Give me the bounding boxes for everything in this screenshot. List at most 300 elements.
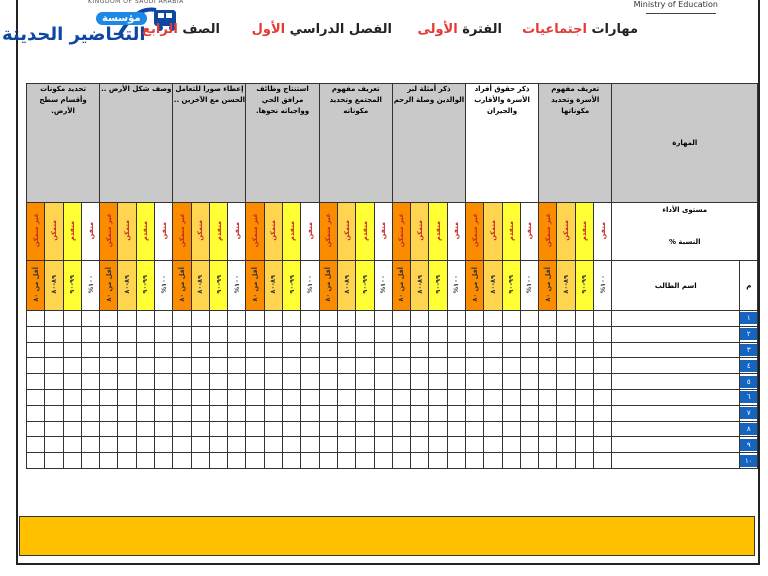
grade-cell[interactable] [301, 453, 319, 469]
grade-cell[interactable] [484, 326, 502, 342]
grade-cell[interactable] [502, 311, 520, 327]
grade-cell[interactable] [593, 342, 611, 358]
grade-cell[interactable] [557, 374, 575, 390]
grade-cell[interactable] [209, 437, 227, 453]
grade-cell[interactable] [392, 311, 410, 327]
grade-cell[interactable] [27, 389, 45, 405]
grade-cell[interactable] [411, 311, 429, 327]
grade-cell[interactable] [374, 342, 392, 358]
grade-cell[interactable] [392, 421, 410, 437]
grade-cell[interactable] [228, 453, 246, 469]
grade-cell[interactable] [301, 389, 319, 405]
grade-cell[interactable] [539, 326, 557, 342]
grade-cell[interactable] [502, 389, 520, 405]
grade-cell[interactable] [429, 374, 447, 390]
grade-cell[interactable] [557, 437, 575, 453]
grade-cell[interactable] [593, 311, 611, 327]
grade-cell[interactable] [246, 437, 264, 453]
grade-cell[interactable] [502, 358, 520, 374]
grade-cell[interactable] [136, 389, 154, 405]
grade-cell[interactable] [466, 326, 484, 342]
grade-cell[interactable] [81, 421, 99, 437]
grade-cell[interactable] [264, 358, 282, 374]
grade-cell[interactable] [81, 453, 99, 469]
grade-cell[interactable] [228, 342, 246, 358]
grade-cell[interactable] [539, 374, 557, 390]
student-name-cell[interactable] [612, 326, 740, 342]
grade-cell[interactable] [301, 405, 319, 421]
grade-cell[interactable] [136, 374, 154, 390]
grade-cell[interactable] [118, 374, 136, 390]
student-name-cell[interactable] [612, 389, 740, 405]
grade-cell[interactable] [283, 437, 301, 453]
grade-cell[interactable] [337, 389, 355, 405]
grade-cell[interactable] [319, 437, 337, 453]
grade-cell[interactable] [283, 405, 301, 421]
grade-cell[interactable] [502, 342, 520, 358]
grade-cell[interactable] [118, 421, 136, 437]
grade-cell[interactable] [411, 342, 429, 358]
grade-cell[interactable] [557, 358, 575, 374]
grade-cell[interactable] [27, 437, 45, 453]
grade-cell[interactable] [356, 374, 374, 390]
grade-cell[interactable] [45, 358, 63, 374]
grade-cell[interactable] [264, 311, 282, 327]
grade-cell[interactable] [337, 421, 355, 437]
grade-cell[interactable] [429, 437, 447, 453]
grade-cell[interactable] [593, 326, 611, 342]
grade-cell[interactable] [392, 453, 410, 469]
grade-cell[interactable] [45, 453, 63, 469]
grade-cell[interactable] [575, 326, 593, 342]
grade-cell[interactable] [283, 326, 301, 342]
grade-cell[interactable] [429, 311, 447, 327]
grade-cell[interactable] [155, 453, 173, 469]
grade-cell[interactable] [466, 421, 484, 437]
grade-cell[interactable] [337, 358, 355, 374]
grade-cell[interactable] [557, 389, 575, 405]
grade-cell[interactable] [63, 342, 81, 358]
grade-cell[interactable] [484, 311, 502, 327]
grade-cell[interactable] [228, 311, 246, 327]
grade-cell[interactable] [447, 421, 465, 437]
grade-cell[interactable] [228, 405, 246, 421]
grade-cell[interactable] [520, 342, 538, 358]
grade-cell[interactable] [466, 358, 484, 374]
grade-cell[interactable] [118, 405, 136, 421]
grade-cell[interactable] [209, 405, 227, 421]
grade-cell[interactable] [45, 437, 63, 453]
grade-cell[interactable] [191, 311, 209, 327]
grade-cell[interactable] [301, 358, 319, 374]
grade-cell[interactable] [283, 389, 301, 405]
grade-cell[interactable] [575, 311, 593, 327]
grade-cell[interactable] [63, 421, 81, 437]
grade-cell[interactable] [356, 405, 374, 421]
grade-cell[interactable] [136, 453, 154, 469]
grade-cell[interactable] [81, 389, 99, 405]
grade-cell[interactable] [100, 405, 118, 421]
grade-cell[interactable] [191, 358, 209, 374]
grade-cell[interactable] [173, 358, 191, 374]
grade-cell[interactable] [593, 389, 611, 405]
grade-cell[interactable] [118, 437, 136, 453]
grade-cell[interactable] [246, 389, 264, 405]
grade-cell[interactable] [209, 358, 227, 374]
grade-cell[interactable] [283, 311, 301, 327]
grade-cell[interactable] [81, 437, 99, 453]
grade-cell[interactable] [100, 421, 118, 437]
grade-cell[interactable] [502, 453, 520, 469]
grade-cell[interactable] [466, 405, 484, 421]
student-name-cell[interactable] [612, 358, 740, 374]
grade-cell[interactable] [246, 374, 264, 390]
student-name-cell[interactable] [612, 437, 740, 453]
grade-cell[interactable] [155, 311, 173, 327]
grade-cell[interactable] [264, 437, 282, 453]
grade-cell[interactable] [100, 374, 118, 390]
grade-cell[interactable] [374, 374, 392, 390]
grade-cell[interactable] [191, 453, 209, 469]
grade-cell[interactable] [283, 358, 301, 374]
grade-cell[interactable] [173, 437, 191, 453]
grade-cell[interactable] [209, 453, 227, 469]
grade-cell[interactable] [118, 342, 136, 358]
grade-cell[interactable] [557, 453, 575, 469]
grade-cell[interactable] [593, 405, 611, 421]
grade-cell[interactable] [593, 437, 611, 453]
grade-cell[interactable] [411, 405, 429, 421]
grade-cell[interactable] [593, 421, 611, 437]
grade-cell[interactable] [191, 389, 209, 405]
grade-cell[interactable] [466, 342, 484, 358]
student-name-cell[interactable] [612, 421, 740, 437]
grade-cell[interactable] [283, 342, 301, 358]
grade-cell[interactable] [356, 358, 374, 374]
grade-cell[interactable] [356, 311, 374, 327]
student-name-cell[interactable] [612, 342, 740, 358]
grade-cell[interactable] [246, 453, 264, 469]
grade-cell[interactable] [539, 437, 557, 453]
grade-cell[interactable] [63, 374, 81, 390]
grade-cell[interactable] [81, 326, 99, 342]
grade-cell[interactable] [337, 311, 355, 327]
grade-cell[interactable] [466, 389, 484, 405]
grade-cell[interactable] [337, 342, 355, 358]
grade-cell[interactable] [173, 374, 191, 390]
grade-cell[interactable] [136, 342, 154, 358]
student-name-cell[interactable] [612, 374, 740, 390]
grade-cell[interactable] [45, 311, 63, 327]
grade-cell[interactable] [283, 453, 301, 469]
grade-cell[interactable] [593, 374, 611, 390]
grade-cell[interactable] [155, 342, 173, 358]
grade-cell[interactable] [392, 389, 410, 405]
grade-cell[interactable] [429, 326, 447, 342]
grade-cell[interactable] [301, 374, 319, 390]
grade-cell[interactable] [209, 326, 227, 342]
grade-cell[interactable] [557, 311, 575, 327]
grade-cell[interactable] [155, 405, 173, 421]
grade-cell[interactable] [63, 311, 81, 327]
grade-cell[interactable] [301, 342, 319, 358]
grade-cell[interactable] [447, 453, 465, 469]
grade-cell[interactable] [27, 342, 45, 358]
grade-cell[interactable] [100, 326, 118, 342]
grade-cell[interactable] [155, 374, 173, 390]
grade-cell[interactable] [246, 421, 264, 437]
grade-cell[interactable] [520, 453, 538, 469]
student-name-cell[interactable] [612, 311, 740, 327]
grade-cell[interactable] [301, 437, 319, 453]
grade-cell[interactable] [337, 374, 355, 390]
grade-cell[interactable] [81, 342, 99, 358]
grade-cell[interactable] [27, 421, 45, 437]
grade-cell[interactable] [81, 311, 99, 327]
grade-cell[interactable] [191, 326, 209, 342]
grade-cell[interactable] [45, 342, 63, 358]
grade-cell[interactable] [118, 389, 136, 405]
grade-cell[interactable] [155, 437, 173, 453]
grade-cell[interactable] [173, 342, 191, 358]
grade-cell[interactable] [45, 421, 63, 437]
grade-cell[interactable] [484, 374, 502, 390]
grade-cell[interactable] [27, 405, 45, 421]
grade-cell[interactable] [539, 358, 557, 374]
grade-cell[interactable] [484, 342, 502, 358]
grade-cell[interactable] [520, 437, 538, 453]
grade-cell[interactable] [264, 405, 282, 421]
grade-cell[interactable] [593, 453, 611, 469]
grade-cell[interactable] [520, 389, 538, 405]
grade-cell[interactable] [466, 437, 484, 453]
grade-cell[interactable] [301, 326, 319, 342]
grade-cell[interactable] [502, 421, 520, 437]
grade-cell[interactable] [319, 374, 337, 390]
grade-cell[interactable] [374, 437, 392, 453]
grade-cell[interactable] [447, 342, 465, 358]
grade-cell[interactable] [557, 421, 575, 437]
grade-cell[interactable] [246, 358, 264, 374]
grade-cell[interactable] [374, 453, 392, 469]
grade-cell[interactable] [136, 437, 154, 453]
grade-cell[interactable] [45, 374, 63, 390]
grade-cell[interactable] [337, 453, 355, 469]
grade-cell[interactable] [264, 389, 282, 405]
grade-cell[interactable] [557, 326, 575, 342]
grade-cell[interactable] [27, 311, 45, 327]
grade-cell[interactable] [484, 421, 502, 437]
grade-cell[interactable] [447, 389, 465, 405]
grade-cell[interactable] [520, 326, 538, 342]
grade-cell[interactable] [228, 358, 246, 374]
grade-cell[interactable] [520, 405, 538, 421]
grade-cell[interactable] [63, 437, 81, 453]
grade-cell[interactable] [356, 326, 374, 342]
grade-cell[interactable] [356, 342, 374, 358]
grade-cell[interactable] [246, 342, 264, 358]
grade-cell[interactable] [173, 453, 191, 469]
grade-cell[interactable] [228, 437, 246, 453]
grade-cell[interactable] [466, 453, 484, 469]
grade-cell[interactable] [575, 421, 593, 437]
grade-cell[interactable] [520, 421, 538, 437]
grade-cell[interactable] [319, 358, 337, 374]
grade-cell[interactable] [374, 311, 392, 327]
grade-cell[interactable] [63, 326, 81, 342]
grade-cell[interactable] [539, 421, 557, 437]
grade-cell[interactable] [100, 437, 118, 453]
grade-cell[interactable] [173, 326, 191, 342]
grade-cell[interactable] [356, 421, 374, 437]
grade-cell[interactable] [246, 326, 264, 342]
grade-cell[interactable] [356, 437, 374, 453]
grade-cell[interactable] [392, 342, 410, 358]
student-name-cell[interactable] [612, 453, 740, 469]
grade-cell[interactable] [539, 405, 557, 421]
grade-cell[interactable] [264, 453, 282, 469]
grade-cell[interactable] [374, 326, 392, 342]
grade-cell[interactable] [191, 421, 209, 437]
grade-cell[interactable] [319, 405, 337, 421]
grade-cell[interactable] [155, 389, 173, 405]
grade-cell[interactable] [63, 453, 81, 469]
grade-cell[interactable] [319, 342, 337, 358]
grade-cell[interactable] [63, 389, 81, 405]
grade-cell[interactable] [392, 437, 410, 453]
grade-cell[interactable] [319, 326, 337, 342]
grade-cell[interactable] [319, 311, 337, 327]
grade-cell[interactable] [191, 437, 209, 453]
grade-cell[interactable] [429, 389, 447, 405]
grade-cell[interactable] [155, 358, 173, 374]
grade-cell[interactable] [136, 405, 154, 421]
grade-cell[interactable] [118, 453, 136, 469]
grade-cell[interactable] [136, 326, 154, 342]
grade-cell[interactable] [575, 358, 593, 374]
grade-cell[interactable] [411, 437, 429, 453]
grade-cell[interactable] [301, 311, 319, 327]
grade-cell[interactable] [337, 405, 355, 421]
grade-cell[interactable] [264, 374, 282, 390]
grade-cell[interactable] [429, 405, 447, 421]
grade-cell[interactable] [429, 358, 447, 374]
grade-cell[interactable] [209, 311, 227, 327]
grade-cell[interactable] [520, 358, 538, 374]
grade-cell[interactable] [283, 421, 301, 437]
grade-cell[interactable] [118, 358, 136, 374]
grade-cell[interactable] [209, 389, 227, 405]
grade-cell[interactable] [411, 389, 429, 405]
grade-cell[interactable] [484, 389, 502, 405]
grade-cell[interactable] [411, 453, 429, 469]
grade-cell[interactable] [283, 374, 301, 390]
grade-cell[interactable] [136, 421, 154, 437]
grade-cell[interactable] [411, 374, 429, 390]
grade-cell[interactable] [466, 311, 484, 327]
grade-cell[interactable] [356, 389, 374, 405]
grade-cell[interactable] [228, 421, 246, 437]
grade-cell[interactable] [27, 374, 45, 390]
grade-cell[interactable] [81, 358, 99, 374]
grade-cell[interactable] [502, 374, 520, 390]
grade-cell[interactable] [173, 405, 191, 421]
grade-cell[interactable] [136, 311, 154, 327]
grade-cell[interactable] [539, 311, 557, 327]
grade-cell[interactable] [411, 358, 429, 374]
grade-cell[interactable] [374, 405, 392, 421]
grade-cell[interactable] [337, 326, 355, 342]
grade-cell[interactable] [173, 311, 191, 327]
grade-cell[interactable] [411, 326, 429, 342]
grade-cell[interactable] [520, 311, 538, 327]
grade-cell[interactable] [447, 358, 465, 374]
grade-cell[interactable] [484, 358, 502, 374]
grade-cell[interactable] [502, 405, 520, 421]
grade-cell[interactable] [575, 342, 593, 358]
grade-cell[interactable] [575, 437, 593, 453]
grade-cell[interactable] [191, 374, 209, 390]
grade-cell[interactable] [392, 326, 410, 342]
grade-cell[interactable] [575, 374, 593, 390]
grade-cell[interactable] [411, 421, 429, 437]
grade-cell[interactable] [539, 342, 557, 358]
grade-cell[interactable] [319, 421, 337, 437]
grade-cell[interactable] [374, 421, 392, 437]
grade-cell[interactable] [447, 311, 465, 327]
grade-cell[interactable] [173, 389, 191, 405]
grade-cell[interactable] [264, 421, 282, 437]
grade-cell[interactable] [100, 389, 118, 405]
grade-cell[interactable] [155, 326, 173, 342]
grade-cell[interactable] [63, 405, 81, 421]
grade-cell[interactable] [575, 453, 593, 469]
grade-cell[interactable] [209, 421, 227, 437]
grade-cell[interactable] [63, 358, 81, 374]
grade-cell[interactable] [319, 453, 337, 469]
grade-cell[interactable] [191, 342, 209, 358]
grade-cell[interactable] [27, 453, 45, 469]
grade-cell[interactable] [374, 389, 392, 405]
grade-cell[interactable] [228, 374, 246, 390]
grade-cell[interactable] [539, 389, 557, 405]
grade-cell[interactable] [45, 389, 63, 405]
grade-cell[interactable] [447, 405, 465, 421]
grade-cell[interactable] [502, 326, 520, 342]
grade-cell[interactable] [45, 326, 63, 342]
grade-cell[interactable] [429, 453, 447, 469]
grade-cell[interactable] [429, 342, 447, 358]
grade-cell[interactable] [118, 311, 136, 327]
grade-cell[interactable] [100, 453, 118, 469]
grade-cell[interactable] [447, 326, 465, 342]
grade-cell[interactable] [520, 374, 538, 390]
grade-cell[interactable] [155, 421, 173, 437]
grade-cell[interactable] [27, 326, 45, 342]
grade-cell[interactable] [301, 421, 319, 437]
grade-cell[interactable] [392, 374, 410, 390]
grade-cell[interactable] [374, 358, 392, 374]
grade-cell[interactable] [484, 405, 502, 421]
grade-cell[interactable] [246, 405, 264, 421]
grade-cell[interactable] [45, 405, 63, 421]
grade-cell[interactable] [209, 374, 227, 390]
grade-cell[interactable] [209, 342, 227, 358]
grade-cell[interactable] [100, 342, 118, 358]
grade-cell[interactable] [575, 389, 593, 405]
grade-cell[interactable] [81, 374, 99, 390]
grade-cell[interactable] [392, 405, 410, 421]
